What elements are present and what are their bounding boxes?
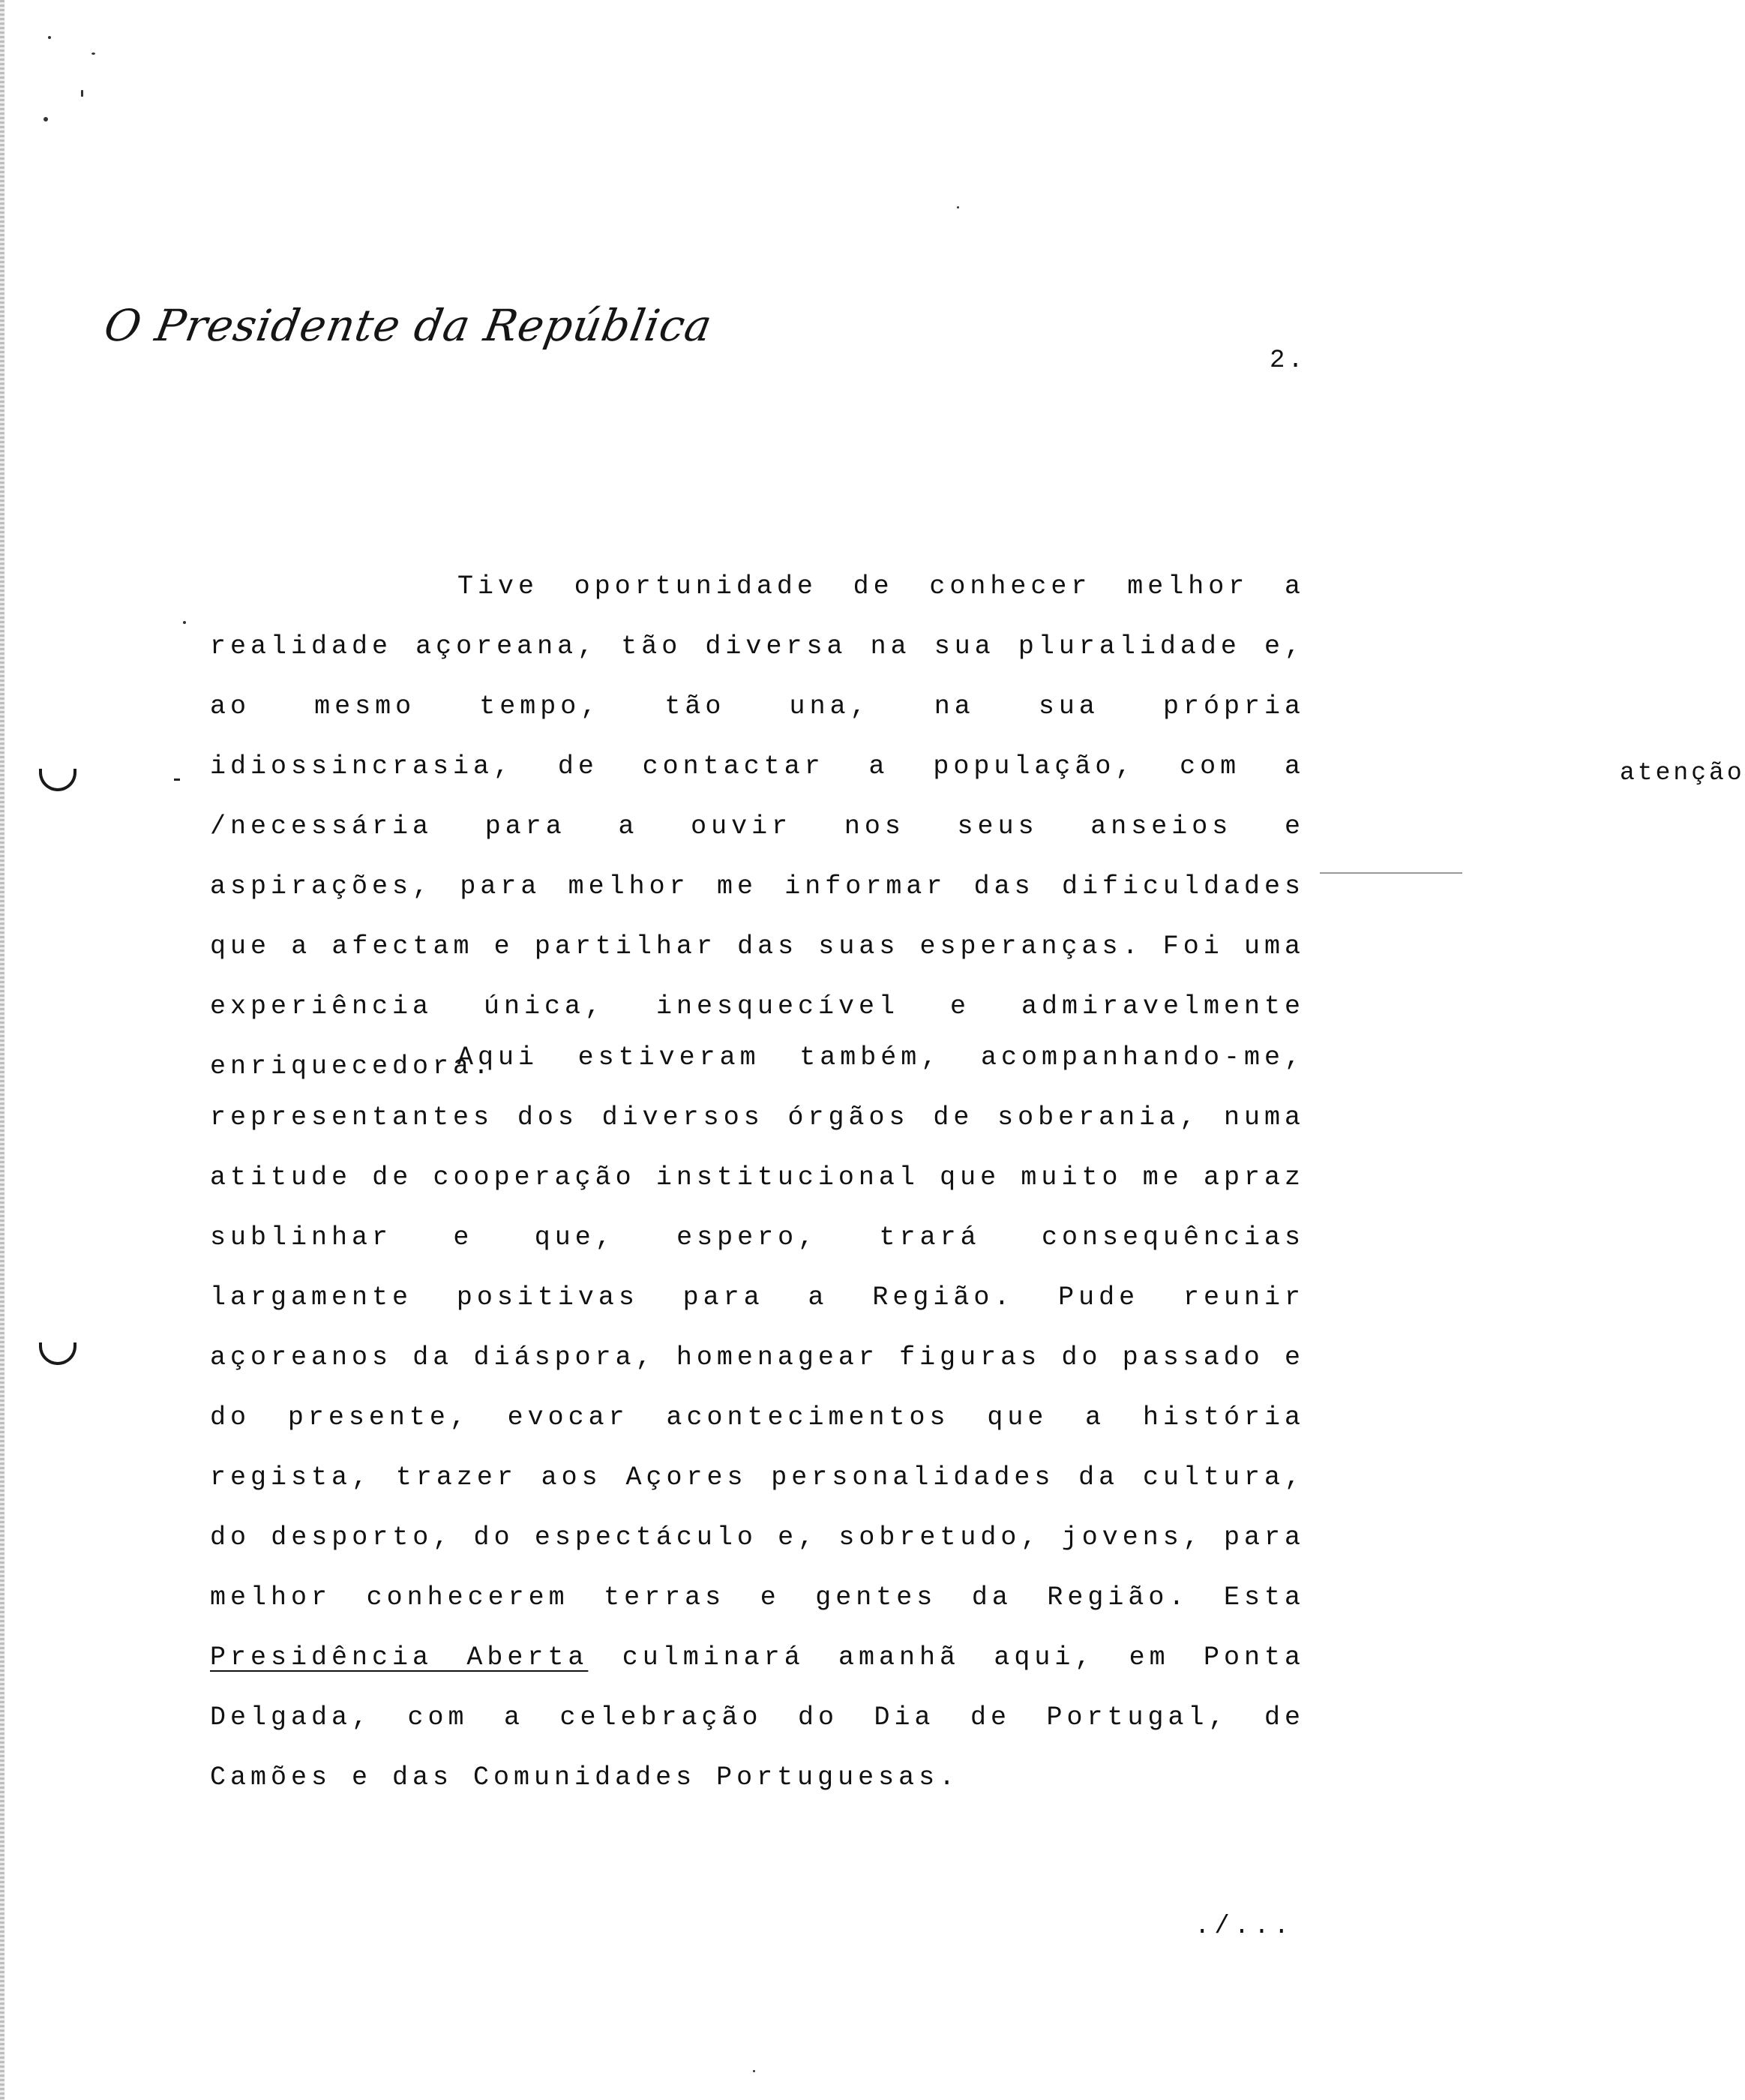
paragraph-2	[210, 1028, 1305, 1808]
inserted-word: atenção	[1620, 759, 1745, 787]
paragraph-2-text-after: culminará amanhã aqui, em Ponta Delgada, com a celebração do Dia de Portugal, de Camões e das Comunidades Portuguesas.	[210, 1642, 1306, 1792]
margin-rule	[1320, 872, 1462, 874]
scan-speck	[183, 621, 186, 624]
continuation-mark: ./...	[1195, 1912, 1294, 1941]
margin-hole-mark	[39, 769, 76, 791]
paragraph-1-text-after: /necessária para a ouvir nos seus anseios e aspirações, para melhor me informar das dificuldades que a afectam e partilhar das suas esperanças. Foi uma experiência única, inesquecível e admiravelmente enriquecedora.	[210, 812, 1305, 1082]
underlined-phrase: Presidência Aberta	[210, 1642, 589, 1672]
paragraph-1	[210, 556, 1745, 1096]
scan-speck	[957, 206, 959, 208]
page-number: 2.	[1270, 346, 1306, 375]
scan-speck	[91, 52, 95, 55]
margin-dash	[174, 778, 180, 781]
paragraph-1-text-before: Tive oportunidade de conhecer melhor a realidade açoreana, tão diversa na sua pluralidade e, ao mesmo tempo, tão una, na sua própria idiossincrasia, de contactar a população, com a	[210, 572, 1305, 782]
scan-speck	[753, 2070, 755, 2072]
scan-speck	[48, 36, 51, 39]
scan-left-edge	[0, 0, 4, 2100]
paragraph-2-text-before: Aqui estiveram também, acompanhando-me, representantes dos diversos órgãos de soberania, numa atitude de cooperação institucional que muito me apraz sublinhar e que, espero, trará consequências largamente positivas para a Região. Pude reunir açoreanos da diáspora, homenagear figuras do passado e do presente, evocar acontecimentos que a história regista, trazer aos Açores personalidades da cultura, do desporto, do espectáculo e, sobretudo, jovens, para melhor conhecerem terras e gentes da Região. Esta	[210, 1042, 1305, 1612]
scan-speck	[43, 117, 48, 122]
margin-hole-mark	[39, 1342, 76, 1365]
scan-speck	[81, 90, 83, 97]
letterhead: O Presidente da República	[100, 300, 717, 351]
